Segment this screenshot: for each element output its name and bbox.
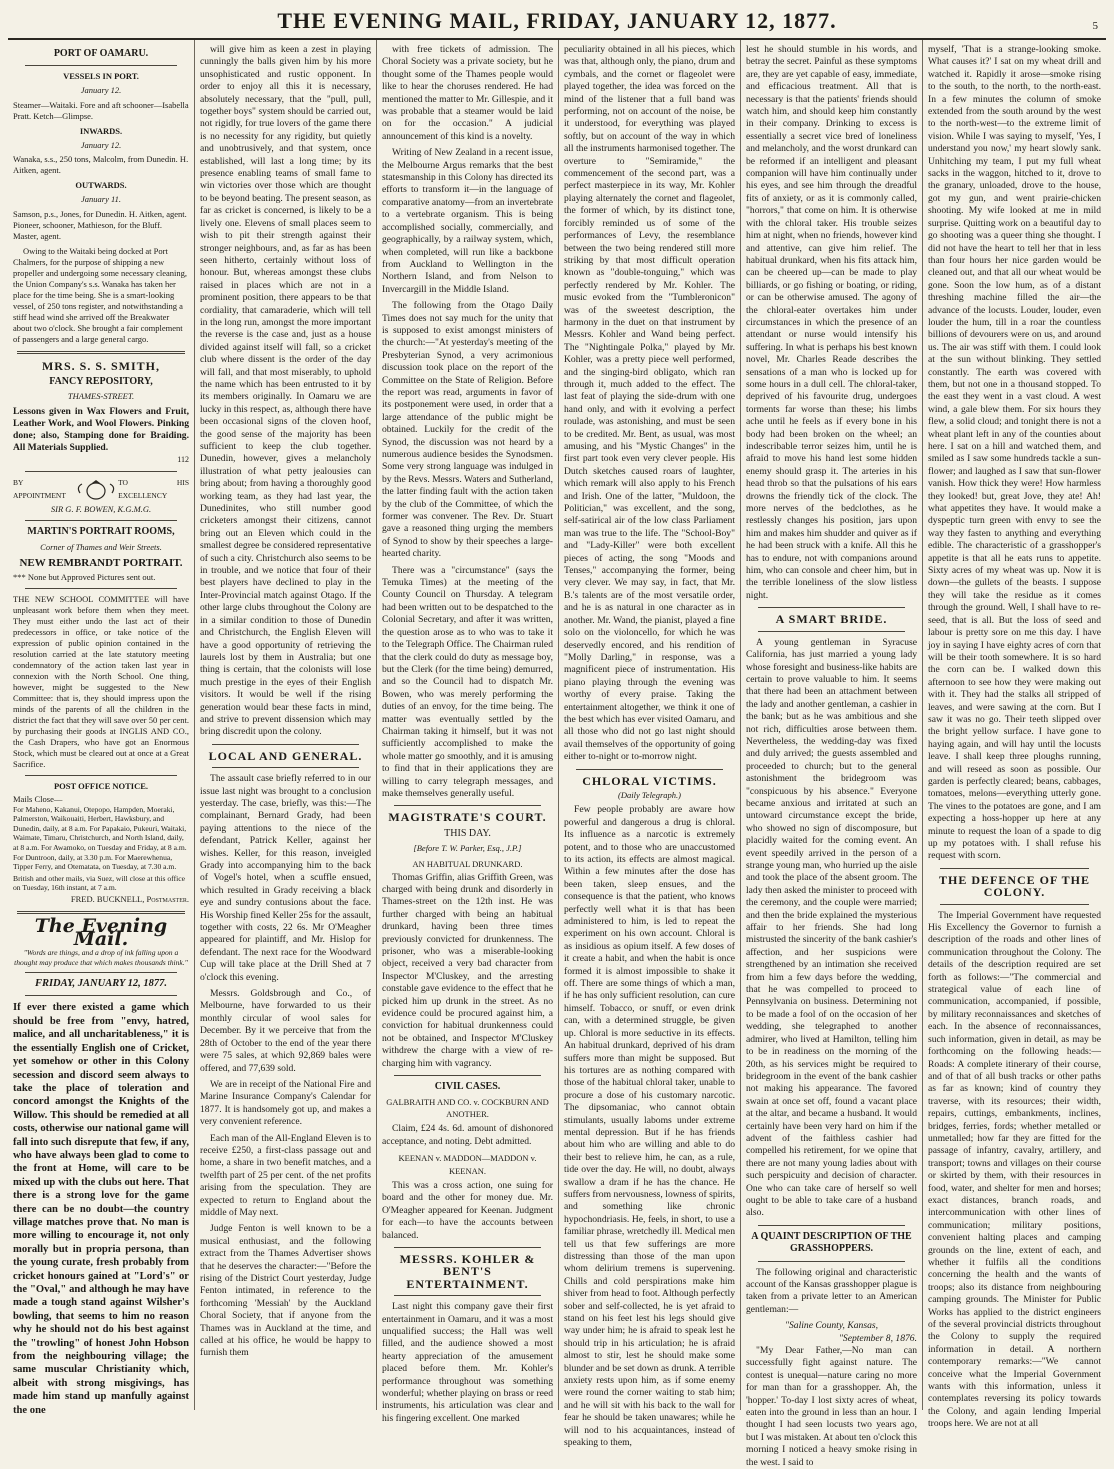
dateline: FRIDAY, JANUARY 12, 1877. (34, 978, 168, 990)
outwards-heading: OUTWARDS. (75, 180, 127, 191)
postmaster-signature: FRED. BUCKNELL, Postmaster. (70, 894, 189, 905)
date-line: January 12. (80, 85, 122, 96)
drunkard-heading: AN HABITUAL DRUNKARD. (412, 858, 523, 869)
civil-heading: CIVIL CASES. (434, 1081, 501, 1093)
smith-name: MRS. S. S. SMITH, (41, 358, 161, 373)
column-3 (377, 40, 559, 1424)
divider (758, 631, 905, 632)
rembrandt-heading: NEW REMBRANDT PORTRAIT. (19, 557, 183, 570)
appointment-person: SIR G. F. BOWEN, K.G.M.G. (50, 504, 152, 515)
divider (25, 775, 177, 776)
divider (25, 65, 177, 66)
post-office-heading: POST OFFICE NOTICE. (53, 780, 149, 791)
british-mails: British and other mails, via Suez, will close at this office on Tuesday, 16th instant, at 7 a.m. (13, 873, 185, 893)
committee-ad: THE NEW SCHOOL COMMITTEE will have unpleasant work before them when they meet. They must either undo the last act of their predecessors in office, or take notice of the expression of public opinion contained in the resolution carried at the late statutory meeting condemnatory of the action taken last year in connexion with the North School. One thing, however, might be suggested to the New Committee: that is, they should impress upon the minds of the parents of all the children in the district the fact that they will save over 50 per cent. by purchasing their goods at INGLIS AND CO., the Cash Drapers, who have got an Enormous Stock, which must be cleared out at once at a Great Sacrifice. (13, 593, 189, 769)
magistrate-heading: MAGISTRATE'S COURT. (388, 810, 547, 825)
outwards-text: Samson, p.s., Jones, for Dunedin. H. Aitken, agent. Pioneer, schooner, Mathieson, for the Bluff. Master, agent. (13, 208, 187, 241)
double-divider (17, 911, 185, 914)
magistrate-day: THIS DAY. (444, 827, 491, 839)
chloral-continued: lest he should stumble in his words, and betray the secret. Painful as these symptoms are, they are yet capable of easy, immediate, and efficacious treatment. All that is necessary is that the patients' friends should watch him, and should keep him constantly in their company. Drinking to excess is essentially a secret vice bred of loneliness and melancholy, and the worst drunkard can be reformed if an intelligent and pleasant companion will have him continually under his eyes, and see him through the dreadful fits of anxiety, or as it is commonly called, "horrors," that come on him. It is otherwise with the chloral taker. His trouble seizes him at night, when no friends, however kind and attentive, can give him relief. The habitual drunkard, when his fits attack him, can be cheered up—can be made to play billiards, or go fishing or boating, or riding, or can be otherwise amused. The agony of the chloral-eater overtakes him under circumstances in which the presence of an attendant or nurse would intensify his suffering. In what is perhaps his best known novel, Mr. Charles Reade describes the sensations of a man who is locked up for some hours in a dull cell. The chloral-taker, deprived of his favourite drug, undergoes torments far worse than these; his limbs ache until he feels as if every bone in his body had been broken on the wheel; an indescribable terror seizes him, until he is afraid to move his hand lest some hidden enemy should grasp it. The arteries in his head throb so that the pulsations of his ears drowns the friendly tick of the clock. The more nerves of the bedclothes, as he restlessly changes his position, jars upon him and makes him shudder and quiver as if he had been struck with a knife. All this he has to endure, not with companions around him, who can console and cheer him, but in the terrible loneliness of the slow listless night. (746, 44, 917, 601)
kohler-heading: MESSRS. KOHLER & BENT'S ENTERTAINMENT. (399, 1251, 536, 1291)
divider (212, 744, 359, 745)
bride-article: A young gentleman in Syracuse California, has just married a young lady whose foresight and business-like habits are certain to prove valuable to him. It seems that there had been an attachment between the lady and another gentleman, a cashier in the bank; but as he was ambitious and she not rich, difficulties arose between them. Nevertheless, the wedding-day was fixed and duly arrived; the guests assembled and proceeded to church; but to the general astonishment the bridegroom was "conspicuous by his absence." Everyone became anxious and irritated at such an untoward circumstance except the bride, who showed no sign of discomposure, but placidly waited for the coming event. An event speedily arrived in the person of a strange young man, who hurried up the aisle and took the place of the absent groom. The lady then asked the minister to proceed with the ceremony, and the couple were married; and then the bride explained the mysterious affair to her friends. She had long mistrusted the sincerity of the bank cashier's affection, and her suspicions were strengthened by an intimation she received from him a few days before the wedding, that he was compelled to proceed to Pennsylvania on business. Determining not to be made a fool of on the occasion of her wedding, she telegraphed to another admirer, who lived at Hamilton, telling him to be in readiness on the morning of the 20th, as his services might be required to bridegroom in the event of the bank cashier not making his appearance. The favored swain at once set off, found a vacant place at the altar, and became a husband. It would certainly have been very hard on him if the advent of the faithless cashier had compelled his retirement, for we opine that there are not many young ladies about with such perspicuity and decision of character. One who can take care of herself so well ought to be able to take care of a husband also. (746, 636, 917, 1219)
defence-article: The Imperial Government have requested His Excellency the Governor to furnish a description of the roads and other lines of communication throughout the Colony. The details of the description required are set forth as follows:—"The commercial and strategical value of each line of communication, accompanied, if possible, by military reconnaissances and sketches of each. In the absence of reconnaissances, such information, given in detail, as may be forthcoming on the following heads:—Roads: A complete itinerary of their course, and of that of all bush tracks or other paths as far as known; kind of country they traverse, with its resources; their width, repairs, cuttings, embankments, inclines, bridges, ferries, fords; whether metalled or unmetalled; how far they are fitted for the passage of infantry, cavalry, artillery, and transport; towns and villages on their course or skirted by them, with their resources in food, water, and shelter for men and horses; exact distances, branch roads, and intercommunication with other lines of communication; military positions, convenient halting places and camping grounds on the line, extent of each, and whether it fulfils all the conditions concerning the health and the wants of troops; also its distance from neighbouring camping grounds. The Minister for Public Works has applied to the district engineers of the several provincial districts throughout the Colony to supply the required information in detail. A northern contemporary remarks:—"We cannot conceive what the Imperial Government wants with this information, unless it contemplates reversing its policy towards the Colony, and again lending Imperial troops here. We are not at all (928, 909, 1101, 1430)
vessels-heading: VESSELS IN PORT. (63, 71, 139, 82)
fenton-continued: with free tickets of admission. The Choral Society was a private society, but he thought some of the Thames people would like to hear the choruses rendered. He had mentioned the matter to Mr. Gillespie, and it was probable that a steamer would be laid on for the occasion." A judicial announcement of this kind is a novelty. (382, 44, 553, 142)
synod-paragraph: The following from the Otago Daily Times does not say much for the unity that is supposed to exist amongst ministers of the church:—"At yesterday's meeting of the Presbyterian Synod, a very acrimonious discussion took place on the report of the Committee on the State of Religion. Before the report was read, arguments in favor of its postponement were used, in order that a large attendance of the public might be obtained. Luckily for the credit of the Synod, the discussion was not heard by a numerous audience besides the Synodsmen. Some very strong language was indulged in by the Revs. Messrs. Waters and Sutherland, the latter finding fault with the action taken by the club of the Committee, of which the former was convener. The Rev. Dr. Stuart gave a reasoned thing urging the members of Synod to show by their speeches a large-hearted charity. (382, 300, 553, 560)
civil-case-1-title: GALBRAITH AND CO. v. COCKBURN AND ANOTHER. (386, 1096, 549, 1119)
kohler-review: Last night this company gave their first entertainment in Oamaru, and it was a most unqualified success; the Hall was well filled, and the audience showed a most hearty appreciation of the amusement placed before them. Mr. Kohler's performance throughout was something wonderful; whether playing on brass or reed instruments, his articulation was clear and his fingering excellent. One marked (382, 1301, 553, 1424)
civil-case-2-title: KEENAN v. MADDON—MADDON v. KEENAN. (398, 1153, 537, 1176)
wool-paragraph: Messrs. Goldsbrough and Co., of Melbourne, have forwarded to us their monthly circular of wool sales for December. By it we perceive that from the 28th of October to the end of the year there were 75 sales, at which 92,869 bales were offered, and 77,639 sold. (200, 988, 371, 1074)
appointment-left: BY APPOINTMENT (13, 478, 66, 500)
shipping-note: Owing to the Waitaki being docked at Port Chalmers, for the purpose of shipping a new propeller and undergoing some necessary cleaning, the Union Company's s.s. Wanaka has taken her place for the time being. She is a smart-looking vessel, of 250 tons register, and notwithstanding a stiff head wind she arrived off the Breakwater about two o'clock. She brought a fair complement of passengers and a large general cargo. (13, 245, 188, 344)
magistrate-bench: [Before T. W. Parker, Esq., J.P.] (413, 843, 522, 854)
civil-case-2-text: This was a cross action, one suing for board and the other for money due. Mr. O'Meagher appeared for Keenan. Judgment for each—to have the accounts between balanced. (382, 1179, 553, 1241)
grasshopper-intro: The following original and characteristic account of the Kansas grasshopper plague is taken from a private letter to an American gentleman:— (746, 1266, 917, 1315)
divider (25, 520, 177, 521)
chloral-source: (Daily Telegraph.) (618, 789, 681, 800)
divider (758, 1225, 905, 1226)
divider (25, 995, 177, 996)
calendar-paragraph: We are in receipt of the National Fire and Marine Insurance Company's Calendar for 1877. It is handsomely got up, and makes a very convenient reference. (200, 1078, 371, 1128)
divider (25, 972, 177, 973)
chloral-article: Few people probably are aware how powerful and dangerous a drug is chloral. Its influence as a narcotic is extremely potent, and to those who are unaccustomed to its action, its effects are almost magical. Within a few minutes after the dose has been taken, sleep ensues, and the consequence is that the patient, who knows perfectly well what it is that has been administered to him, is led to repeat the experiment on his own account. Chloral is as insidious as opium itself. A few doses of it create a habit, and when the habit is once formed it is almost impossible to shake it off. There are some things of which a man, if he has only sufficient resolution, can cure himself. Tobacco, or snuff, or even drink can, with a determined struggle, be given up. Chloral is more seductive in its effects. An habitual drunkard, deprived of his dram suffers more than might be supposed. But his tortures are as nothing compared with those of the habitual chloral taker, unable to procure a dose of his customary narcotic. The dipsomaniac, who cannot obtain stimulants, usually laboms under extreme mental depression. But if he has friends about him who are willing and able to do their best to relieve him, he can, as a rule, tide over the day. He will, no doubt, always swallow a dram if he has the chance. He suffers from nervousness, lowness of spirits, and something like chronic hypochondriasis. He, feels, in short, to use a familiar phrase, wretchedly ill. Medical men tell us that few sufferings are more distressing than those of the man upon whom delirium tremens is supervening. Chills and cold perspirations make him shiver from head to foot. Although perfectly sober and self-collected, he is yet afraid to stand on his feet lest his legs should give way under him; he is afraid to speak lest he should trip in his articulation; he is afraid almost to stir, lest he should make some blunder and be set down as drunk. A terrible anxiety rests upon him, as if some enemy were round the corner waiting to stab him; and he will sit with his back to the wall for fear he should be taken unawares; while he will nod to his acquaintances, instead of speaking to them, (564, 804, 735, 1449)
mails-text: For Maheno, Kakanui, Otepopo, Hampden, Moeraki, Palmerston, Waikouaiti, Herbert, Hawksbury, and Dunedin, daily, at 8 a.m. For Papakaio, Pukeuri, Waitaki, Waimate, Timaru, Christchurch, and North Island, daily, at 8 a.m. For Awamoko, on Tuesday and Friday, at 8 a.m. For Duntroon, daily, at 3.30 p.m. For Maerewhenua, Tipper Ferry, and Otematata, on Tuesday, at 7.30 a.m. (13, 804, 187, 872)
argus-paragraph: Writing of New Zealand in a recent issue, the Melbourne Argus remarks that the best statesmanship in this Colony has directed its efforts to transform it—in the language of comparative anatomy—from an invertebrate to a vertebrate organism. This is being accomplished socially, commercially, and geographically, by a railway system, which, when completed, will run like a backbone from Auckland to Wellington in the Northern Island, and from Nelson to Invercargill in the Middle Island. (382, 147, 553, 295)
mails-heading: Mails Close— (13, 793, 63, 804)
divider (394, 1295, 541, 1296)
divider (394, 805, 541, 806)
drunkard-case: Thomas Griffin, alias Griffith Green, was charged with being drunk and disorderly in Thames-street on the 12th inst. He was further charged with being an habitual drunkard, having been three times previously convicted for drunkenness. The prisoner, who was a miserable-looking object, received a very bad character from Inspector M'Cluskey, and the arresting constable gave evidence to the effect that he picked him up drunk in the street. As no evidence could be procured against him, a conviction for habitual drunkenness could not be obtained, and Inspector M'Cluskey withdrew the charge with a view of re-charging him with vagrancy. (382, 871, 553, 1069)
column-5 (741, 40, 923, 1468)
page-number: 5 (1092, 20, 1098, 32)
kohler-continued: peculiarity obtained in all his pieces, which was that, although only, the piano, drum and cymbals, and the cornet or flageolet were played together, the idea was forced on the mind of the listener that a full band was performing, not on account of the noise, be it understood, for everything was played softly, but on account of the way in which all the instruments harmonised together. The overture to "Semiramide," the commencement of the second part, was a perfect masterpiece in its way, Mr. Kohler playing alternately the cornet and flageolet, the former of which, by its distinct tone, forcibly reminded us of some of the performances of Levy, the resemblance between the two being rendered still more striking by that most difficult operation known as "double-tonguing," which was perfectly rendered by Mr. Kohler. The music evoked from the "Tumbleronicon" was of the sweetest description, the harmony in the duet on that instrument by Messrs. Kohler and Wand being perfect. The "Nightingale Polka," played by Mr. Kohler, was a pretty piece well performed, and the singing-bird obligato, which ran through it, much added to the effect. The last feat of playing the side-drum with one hand only, and with it evolving a perfect roulade, was astonishing, and must be seen to be credited. Mr. Bent, as usual, was most amusing, and his "Mystic Changes" in the first part took even very clever people. His Dutch sketches caused roars of laughter, which remark will also apply to his French and Irish. One of the latter, "Muldoon, the Politician," was excellent, and the song, self-satirical air of the low class Parliament man was true to the life. The "School-Boy" and "Lady-Killer" were both excellent pieces of acting, the song "Moods and Tenses," accompanying the former, being very clever. We may say, in fact, that Mr. B.'s talents are of the most versatile order, and he is as natural in one character as in another. Mr. Wand, the pianist, played a fine solo on the violoncello, for which he was deservedly encored, and his rendition of "Molly Darling," in response, was a magnificent piece of instrumentation. His piano playing through the evening was worthy of every praise. Taking the entertainment altogether, we think it one of the best which has ever visited Oamaru, and all those who did not go last night should avail themselves of the opportunity of going either to-night or to-morrow night. (564, 44, 735, 763)
divider (25, 471, 177, 472)
vessels-text: Steamer—Waitaki. Fore and aft schooner—Isabella Pratt. Ketch—Glimpse. (13, 99, 189, 121)
assault-paragraph: The assault case briefly referred to in our issue last night was brought to a conclusion yesterday. The case, briefly, was this:—The complainant, Bernard Grady, had been paying attentions to the niece of the defendant, Patrick Keller, against her wishes. Keller, for this reason, inveigled Grady into accompanying him to the back of Vogel's hotel, when a scuffle ensued, which resulted in Grady receiving a black eye and sundry contusions about the face. His Worship fined Keller 25s for the assault, together with costs, 22 6s. Mr O'Meagher appeared for plaintiff, and Mr. Hislop for defendant. The next race for the Woodward Cup will take place at the Drill Shed at 7 o'clock this evening. (200, 773, 371, 983)
masthead-bar (8, 6, 1106, 40)
double-divider (17, 351, 185, 354)
divider (940, 904, 1089, 905)
smith-street: THAMES-STREET. (67, 391, 135, 402)
leader-continued: will give him as keen a zest in playing cunningly the balls given him by his more unsophisticated and rustic opponent. In order to enjoy all this it is necessary, absolutely necessary, that the "pull, pull, together boys" system should be carried out, not rigidly, for true lovers of the game there is no necessity for any rigidity, but quietly and unobtrusively, and that system, once established, will last a long time; by its presence enabling teams of small fame to win victories over those which are thought to be beyond beating. The present season, as far as cricket is concerned, is likely to be a lively one. Elevens of small places seem to wish to pit their strength against their stronger neighbours, and, as far as has been seen hitherto, certainly without loss of honour. But, whereas amongst these clubs raised in places which are not in a prominent position, there appears to be that cordiality, that camaraderie, which will tell in the long run, amongst the more important the reverse is the case and, just as a house divided against itself will fall, so a cricket club where dissent is the order of the day will fall, and that most miserably, to uphold the name which has been entrusted to it by its members originally. In Oamaru we are lucky in this respect, as, although there have been occasional signs of the cloven hoof, the good sense of the majority has been sufficient to keep the club together. Dunedin, however, gives a melancholy illustration of what petty jealousies can bring about; from having a thoroughly good working team, as they had last year, the Dunedinites, who still number good cricketers amongst their citizens, cannot bring out an Eleven which could in the smallest degree be considered representative of such a city. Christchurch also seems to be in trouble, and we notice that four of their best players have declined to play in the Inter-Provincial match against Otago. If the other large clubs throughout the Colony are in a similar condition to those of Dunedin and Christchurch, the English Eleven will have a good opportunity of retrieving the laurels lost by them in Australia; but one thing is certain, that the colonists will lose much prestige in the eyes of their English visitors. It would be well if the rising generation would bear these facts in mind, and strive to prevent dissension which may bring discredit upon the colony. (200, 44, 372, 738)
chloral-heading: CHLORAL VICTIMS. (582, 773, 717, 788)
masthead-title: THE EVENING MAIL, FRIDAY, JANUARY 12, 1877. (277, 8, 837, 33)
column-4 (559, 40, 741, 1449)
civil-case-1-text: Claim, £24 4s. 6d. amount of dishonored acceptance, and noting. Debt admitted. (382, 1123, 553, 1147)
column-2 (195, 40, 377, 1410)
grasshopper-heading: A QUAINT DESCRIPTION OF THE GRASSHOPPERS. (751, 1230, 912, 1255)
local-general-heading: LOCAL AND GENERAL. (208, 748, 363, 763)
appointment-row (13, 477, 189, 502)
divider (394, 1075, 541, 1076)
divider (576, 769, 723, 770)
telegram-paragraph: There was a "circumstance" (says the Temuka Times) at the meeting of the County Council on Thursday. A telegram had been written out to be despatched to the Colonial Secretary, and after it was written, the question arose as to who was to take it to the Telegraph Office. The Chairman ruled that the clerk could do duty as message boy, but the Clerk (for the time being) demurred, and so the Council had to dispatch Mr. Bowen, who was merely performing the duties of an envoy, for the time being. The matter was eventually settled by the Chairman taking it himself, but it was not sufficiently accomplished to make the whole matter go smoothly, and it is amusing to find that in their applications they are willing to carry telegraph messages, and make themselves generally useful. (382, 564, 553, 799)
defence-heading: THE DEFENCE OF THE COLONY. (938, 872, 1091, 900)
port-heading: PORT OF OAMARU. (53, 48, 149, 59)
royal-crest-icon (74, 479, 118, 501)
bride-heading: A SMART BRIDE. (775, 612, 888, 627)
martin-address: Corner of Thames and Weir Streets. (40, 541, 162, 552)
divider (212, 767, 359, 768)
columns (8, 40, 1106, 1468)
ad-number: 112 (177, 454, 189, 464)
letter-date: "September 8, 1876. (838, 1332, 917, 1344)
motto: "Words are things, and a drop of ink falling upon a thought may produce that which makes thousands think." (14, 948, 188, 967)
divider (758, 607, 905, 608)
leader-article: If ever there existed a game which should be free from "envy, hatred, malice, and all uncharitableness," it is the essentially English one of Cricket, yet somehow or other in this Colony secession and discord seem always to take the place of toleration and concord amongst the Knights of the Willow. This should be remedied at all costs, otherwise our national game will fall into such disrepute that few, if any, who have always been glad to come to the front at Home, will care to be mixed up with the clubs out here. That there is a strong love for the game there can be no doubt—the country village matches prove that. No man is more willing to encourage it, not only morally but in propria persona, than the young curate, fresh probably from cricket honours gained at "Lord's" or the "Oval," and although he may have made a tough stand against Wilsher's bowling, that seems to him no reason why he should not do his best against the "trowling" of honest John Hobson from the neighbouring village; the same muscular Christianity which, albeit with strong misgivings, has made him stand up manfully against the one (13, 1002, 189, 1416)
martin-heading: MARTIN'S PORTRAIT ROOMS, (27, 526, 175, 538)
date-line: January 11. (81, 194, 121, 205)
grasshopper-continued: myself, 'That is a strange-looking smoke. What causes it?' I sat on my wheat drill and watched it. Rapidly it arose—smoke rising to the south, to the north, to the north-east. In a few minutes the column of smoke extended from the south around by the west to the north-west—to the extreme limit of vision. While I was saying to myself, 'Yes, I understand you now,' my heart slowly sank. Unhitching my team, I put my full wheat sacks in the waggon, hitched to it, drove to the granary, unloaded, drove to the house, got my gun, and went prairie-chicken shooting. My wife looked at me in mild surprise. Quitting work on a beautiful day to go shooting was a queer thing she thought. I did not have the heart to tell her that in less than four hours her nice garden would be cleaned out, and that all our wheat would be gone. Soon the low hum, as of a distant threshing machine filled the air—the advance of the locusts. Louder, louder, even louder the hum, till in a roar the countless billions of devourers were on us, and around us. The air was stiff with them. I could look at the sun without blinking. They settled constantly. The earth was covered with them, but not one in a thousand stopped. To the east they went in a vast cloud. A west wind, a gale blew them. For six hours they flew, a solid cloud; and tonight there is not a wheat plant left in any of the counties about here. I sat on a hill and watched them, and smiled as I saw some hundreds tackle a sun-flower; and laughed as I saw that sun-flower vanish. How thick they were! How harmless they looked! but, great Jove, they ate! Ah! what appetites they have. It would make a dyspeptic turn green with envy to see the way they fasten to anything and everything edible. The characteristic of a grasshopper's appetite is that all he eats runs to appetite. Sixty acres of my wheat was up. Now it is down—the gullets of the beasts. I suppose they will take the residue as it comes through the ground. Well, I shall have to re-seed, that is all. But the loss of seed and labour is pretty sore on me this day. I have joy in saying I have eighty acres of corn that will be their tooth somewhere. It is so hard the corn can be. I walked down this afternoon to see how they were making out with it. They had the stalks all stripped of leaves, and were sawing at the corn. But I saw it was no go. Their teeth slipped over the bright yellow surface. I have gone to haying again, and will hay until the locusts leave. I shall keep three ploughs running, and will reseed as soon as possible. Our garden is perfectly cleared; beans, cabbages, tomatoes, melons—everything utterly gone. The vines to the potatoes are gone, and I am expecting a hoss-hopper up here at any minute to request the loan of a spade to dig up my potatoes with. I shall refuse his request with scorn. (928, 44, 1101, 862)
rembrandt-text: *** None but Approved Pictures sent out. (13, 571, 156, 582)
divider (394, 1247, 541, 1248)
letter-place: "Saline County, Kansas, (784, 1320, 879, 1332)
grasshopper-letter: "My Dear Father,—No man can successfully fight against nature. The contest is unequal—nature caring no more for man than for a grasshopper. Ah, the 'hopper.' To-day I lost sixty acres of wheat, eaten into the ground in less than an hour. I thought I had seen locusts two years ago, but I was mistaken. At about ten o'clock this morning I noticed a heavy smoke rising in the west. I said to (746, 1345, 917, 1468)
column-6 (923, 40, 1106, 1430)
divider (25, 588, 177, 589)
inwards-text: Wanaka, s.s., 250 tons, Malcolm, from Dunedin. H. Aitken, agent. (13, 154, 189, 176)
eleven-paragraph: Each man of the All-England Eleven is to receive £250, a first-class passage out and home, a share in two benefit matches, and a twelfth part of 25 per cent. of the net profits arising from the speculation. They are expected to return to England about the middle of May next. (200, 1132, 371, 1218)
inwards-heading: INWARDS. (79, 125, 123, 136)
column-1 (8, 40, 195, 1416)
smith-ad-text: Lessons given in Wax Flowers and Fruit, Leather Work, and Wool Flowers. Pinking done; also, Stamping done for Braiding. All Materials Supplied. (13, 405, 189, 453)
date-line: January 12. (80, 139, 122, 150)
paper-title: The Evening Mail. (34, 915, 168, 950)
divider (940, 868, 1089, 869)
appointment-right: TO HIS EXCELLENCY (118, 478, 189, 500)
divider (758, 1261, 905, 1262)
fenton-paragraph: Judge Fenton is well known to be a musical enthusiast, and the following extract from the Thames Advertiser shows that he deserves the character:—"Before the rising of the District Court yesterday, Judge Fenton intimated, in reference to the forthcoming 'Messiah' by the Auckland Choral Society, that if anyone from the Thames was in Auckland at the time, and called at his office, he would be happy to furnish them (200, 1223, 371, 1359)
smith-subtitle: FANCY REPOSITORY, (49, 376, 153, 388)
